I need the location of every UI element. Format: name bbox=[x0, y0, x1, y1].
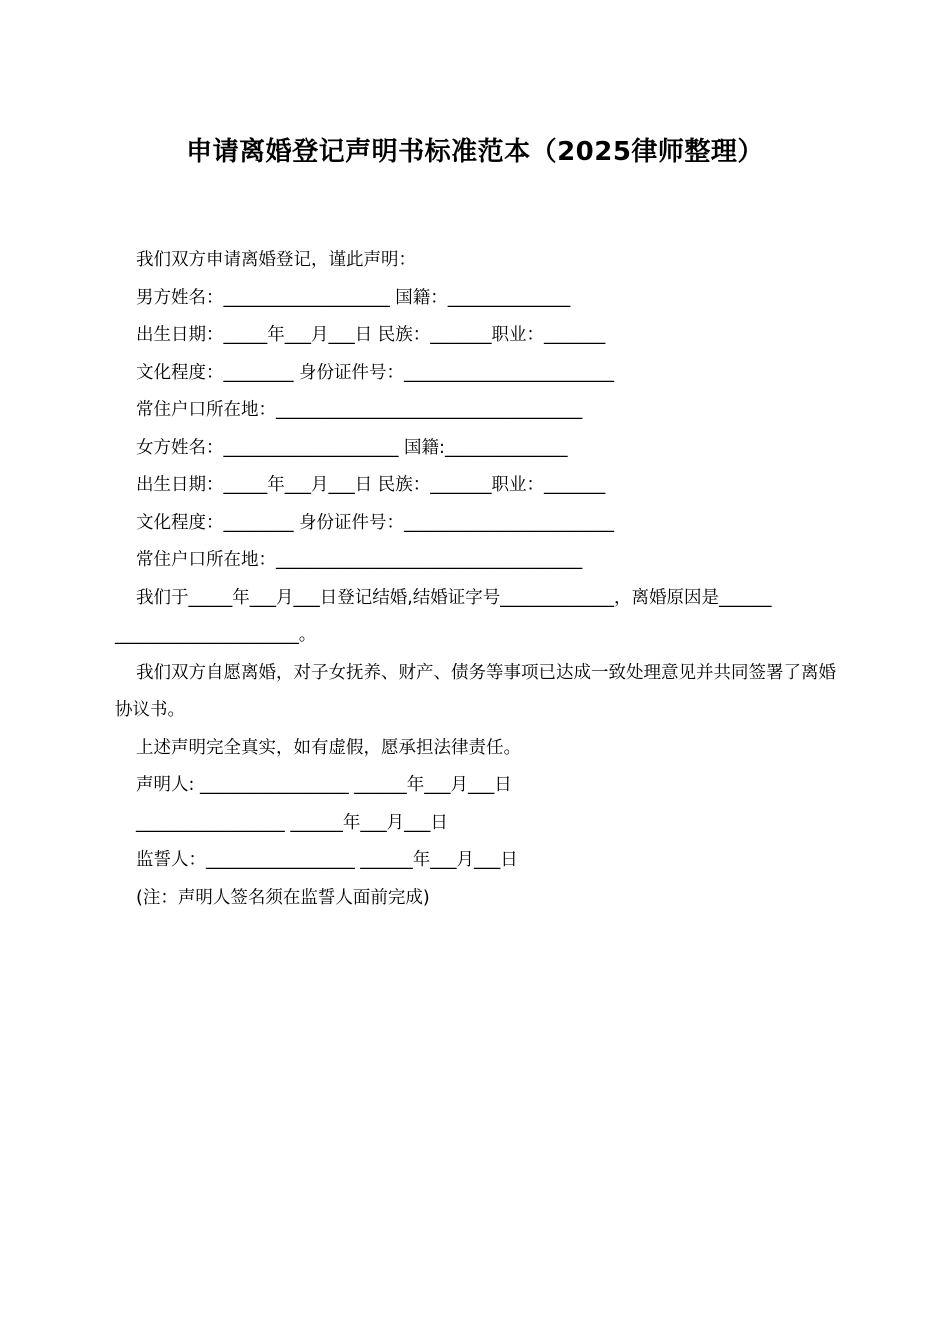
female-birth-ethnicity-job-line: 出生日期：_____年___月___日 民族：_______职业：_______ bbox=[136, 475, 606, 495]
female-residence-line: 常住户口所在地：___________________________________ bbox=[136, 550, 583, 570]
supervisor-signature-line: 监誓人：_________________ ______年___月___日 bbox=[136, 850, 518, 870]
male-residence-line: 常住户口所在地：___________________________________ bbox=[136, 400, 583, 420]
signature-note: (注：声明人签名须在监誓人面前完成) bbox=[136, 887, 430, 908]
marriage-registration-line: 我们于_____年___月___日登记结婚,结婚证字号_____________，离婚原因是______ bbox=[136, 587, 772, 608]
agreement-paragraph: 我们双方自愿离婚，对子女抚养、财产、债务等事项已达成一致处理意见并共同签署了离婚协议书。 bbox=[115, 662, 836, 720]
document-body bbox=[115, 242, 840, 917]
female-name-nationality-line: 女方姓名：____________________ 国籍:______________ bbox=[136, 437, 568, 458]
second-declarant-signature-line: _________________ ______年___月___日 bbox=[136, 812, 448, 833]
declaration-intro: 我们双方申请离婚登记，谨此声明： bbox=[136, 250, 416, 270]
truth-statement: 上述声明完全真实，如有虚假，愿承担法律责任。 bbox=[136, 737, 521, 758]
male-birth-ethnicity-job-line: 出生日期：_____年___月___日 民族：_______职业：_______ bbox=[136, 325, 606, 345]
male-name-nationality-line: 男方姓名：___________________ 国籍：______________ bbox=[136, 287, 571, 308]
declarant-signature-line: 声明人: _________________ ______年___月___日 bbox=[136, 775, 512, 795]
female-education-id-line: 文化程度：________ 身份证件号：________________________ bbox=[136, 512, 615, 533]
male-education-id-line: 文化程度：________ 身份证件号：________________________ bbox=[136, 362, 615, 383]
divorce-reason-continuation-line: _____________________。 bbox=[115, 625, 317, 645]
document-title: 申请离婚登记声明书标准范本（2025律师整理） bbox=[186, 137, 764, 167]
